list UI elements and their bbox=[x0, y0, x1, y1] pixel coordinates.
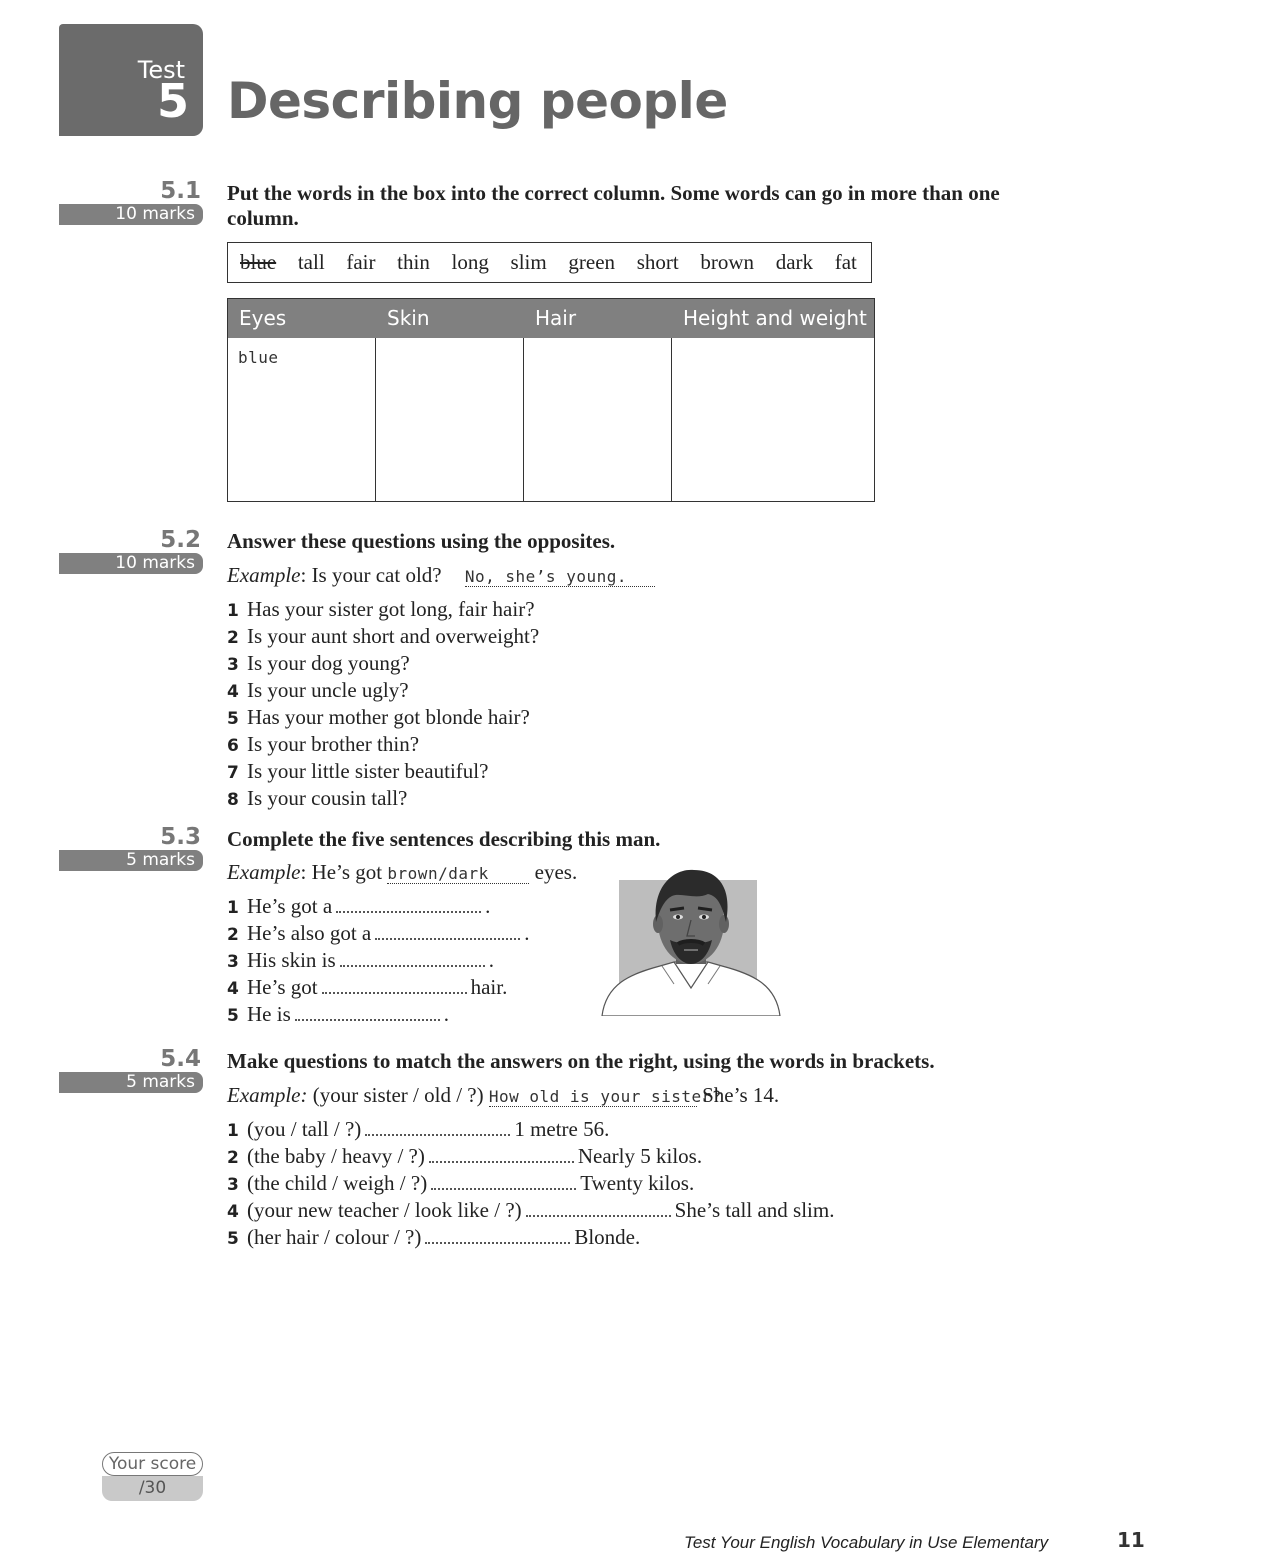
word-item: dark bbox=[775, 250, 814, 274]
page-title: Describing people bbox=[227, 72, 728, 130]
column-table bbox=[227, 298, 875, 502]
section-number: 5.1 bbox=[160, 178, 201, 204]
man-portrait-illustration bbox=[600, 866, 782, 1016]
answer-blank[interactable] bbox=[365, 1119, 510, 1136]
word-item: long bbox=[451, 250, 489, 274]
sentence-list bbox=[227, 894, 529, 1029]
example-question: : Is your cat old? bbox=[300, 563, 442, 587]
answer-blank[interactable] bbox=[375, 923, 520, 940]
list-item: 3 (the child / weigh / ?) Twenty kilos. bbox=[227, 1171, 695, 1195]
column-cell-eyes[interactable] bbox=[228, 338, 376, 501]
word-item: green bbox=[568, 250, 616, 274]
column-header-skin: Skin bbox=[387, 306, 430, 330]
list-item: 8 Is your cousin tall? bbox=[227, 786, 408, 810]
column-header-height-weight: Height and weight bbox=[683, 306, 867, 330]
answer-blank[interactable] bbox=[295, 1004, 440, 1021]
section-marks: 5 marks bbox=[59, 1072, 203, 1093]
list-item: 4 Is your uncle ugly? bbox=[227, 678, 409, 702]
word-box bbox=[227, 242, 872, 283]
list-item: 2 (the baby / heavy / ?) Nearly 5 kilos. bbox=[227, 1144, 703, 1168]
section-instruction: Put the words in the box into the correct column. Some words can go in more than one column. bbox=[227, 181, 1000, 230]
column-cell-height-weight[interactable] bbox=[672, 338, 874, 501]
example-answer: brown/dark bbox=[387, 865, 529, 884]
list-item: 4 He’s got hair. bbox=[227, 975, 508, 999]
word-item: short bbox=[636, 250, 679, 274]
example-line: Example: He’s got brown/dark eyes. bbox=[227, 860, 578, 884]
list-item: 2 He’s also got a . bbox=[227, 921, 530, 945]
list-item: 1 Has your sister got long, fair hair? bbox=[227, 597, 535, 621]
list-item: 7 Is your little sister beautiful? bbox=[227, 759, 489, 783]
word-item: tall bbox=[297, 250, 325, 274]
section-marks: 10 marks bbox=[59, 204, 203, 225]
example-answer: How old is your sister? bbox=[488, 1087, 722, 1106]
example-answer: No, she’s young. bbox=[465, 568, 655, 587]
column-cell-skin[interactable] bbox=[376, 338, 524, 501]
question-list bbox=[227, 1117, 834, 1252]
column-header-hair: Hair bbox=[535, 306, 577, 330]
section-instruction: Answer these questions using the opposites. bbox=[227, 529, 616, 553]
section-instruction: Make questions to match the answers on the right, using the words in brackets. bbox=[227, 1049, 935, 1073]
list-item: 6 Is your brother thin? bbox=[227, 732, 420, 756]
answer-blank[interactable] bbox=[526, 1200, 671, 1217]
list-item: 1 He’s got a . bbox=[227, 894, 491, 918]
section-number: 5.4 bbox=[160, 1046, 201, 1072]
page-number: 11 bbox=[1117, 1528, 1145, 1552]
answer-blank[interactable] bbox=[322, 977, 467, 994]
list-item: 3 His skin is . bbox=[227, 948, 494, 972]
word-item: blue bbox=[240, 250, 277, 274]
question-list bbox=[227, 597, 539, 813]
example-line bbox=[227, 563, 655, 588]
answer-blank[interactable] bbox=[429, 1146, 574, 1163]
answer-blank[interactable] bbox=[340, 950, 485, 967]
example-label: Example bbox=[227, 563, 301, 587]
score-total[interactable]: /30 bbox=[102, 1476, 203, 1501]
word-item: fair bbox=[346, 250, 376, 274]
section-instruction: Complete the five sentences describing this man. bbox=[227, 827, 661, 851]
score-box bbox=[102, 1452, 203, 1501]
section-number: 5.3 bbox=[160, 824, 201, 850]
list-item: 5 (her hair / colour / ?) Blonde. bbox=[227, 1225, 641, 1249]
list-item: 1 (you / tall / ?) 1 metre 56. bbox=[227, 1117, 610, 1141]
test-number: 5 bbox=[156, 74, 189, 128]
list-item: 5 He is . bbox=[227, 1002, 449, 1026]
list-item: 2 Is your aunt short and overweight? bbox=[227, 624, 540, 648]
test-tab bbox=[59, 24, 203, 136]
example-label: Example bbox=[227, 860, 301, 884]
score-label: Your score bbox=[102, 1452, 203, 1476]
answer-blank[interactable] bbox=[431, 1173, 576, 1190]
list-item: 3 Is your dog young? bbox=[227, 651, 410, 675]
word-item: thin bbox=[397, 250, 430, 274]
section-marks: 5 marks bbox=[59, 850, 203, 871]
answer-blank[interactable] bbox=[425, 1227, 570, 1244]
list-item: 5 Has your mother got blonde hair? bbox=[227, 705, 530, 729]
section-number: 5.2 bbox=[160, 527, 201, 553]
example-label: Example: bbox=[227, 1083, 308, 1107]
column-cell-hair[interactable] bbox=[524, 338, 672, 501]
example-line: Example: (your sister / old / ?) How old is your sister? She’s 14. bbox=[227, 1083, 780, 1107]
test-label: Test bbox=[137, 56, 185, 84]
section-marks: 10 marks bbox=[59, 553, 203, 574]
answer-blank[interactable] bbox=[336, 896, 481, 913]
list-item: 4 (your new teacher / look like / ?) She’s tall and slim. bbox=[227, 1198, 835, 1222]
word-item: slim bbox=[510, 250, 547, 274]
example-entry: blue bbox=[238, 348, 279, 367]
word-item: brown bbox=[700, 250, 755, 274]
word-item: fat bbox=[834, 250, 857, 274]
footer-book-title: Test Your English Vocabulary in Use Elementary bbox=[684, 1533, 1049, 1552]
column-header-eyes: Eyes bbox=[239, 306, 287, 330]
